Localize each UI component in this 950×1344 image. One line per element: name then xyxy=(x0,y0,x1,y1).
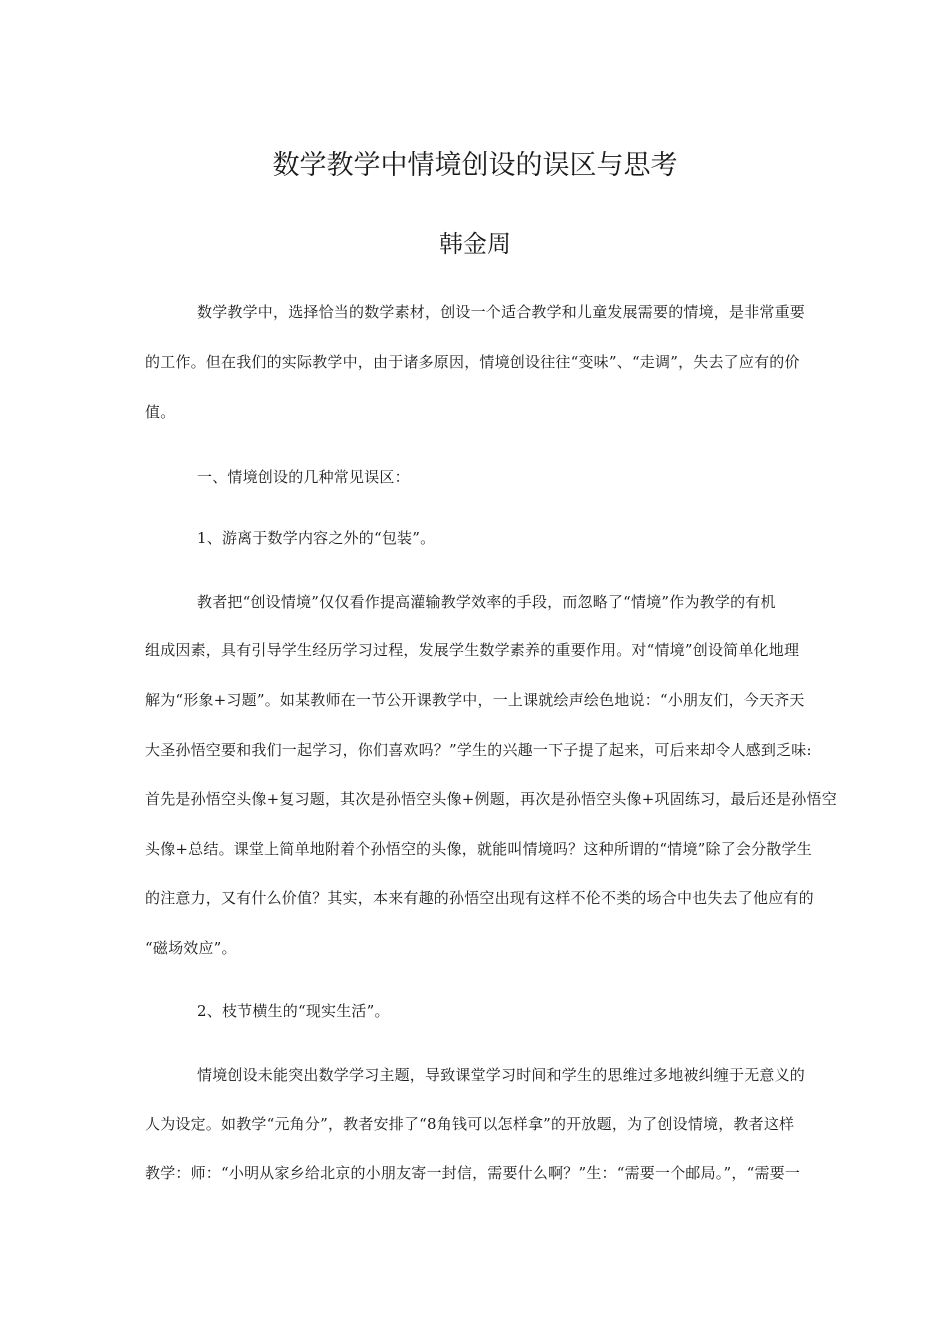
document-author: 韩金周 xyxy=(439,230,511,258)
paragraph-line: 解为“形象+习题”。如某教师在一节公开课教学中，一上课就绘声绘色地说：“小朋友们，今天齐天 xyxy=(145,691,805,709)
document-title: 数学教学中情境创设的误区与思考 xyxy=(272,150,678,181)
paragraph-line: 教学：师：“小明从家乡给北京的小朋友寄一封信，需要什么啊？”生：“需要一个邮局。”，“需要一 xyxy=(145,1164,801,1182)
paragraph-line: 首先是孙悟空头像+复习题，其次是孙悟空头像+例题，再次是孙悟空头像+巩固练习，最后还是孙悟空 xyxy=(145,790,837,808)
paragraph-line: 数学教学中，选择恰当的数学素材，创设一个适合教学和儿童发展需要的情境，是非常重要 xyxy=(197,303,806,321)
paragraph-line: 大圣孙悟空要和我们一起学习，你们喜欢吗？”学生的兴趣一下子提了起来，可后来却令人感到乏味: xyxy=(145,741,812,759)
paragraph-line: 教者把“创设情境”仅仅看作提高灌输教学效率的手段，而忽略了“情境”作为教学的有机 xyxy=(197,593,776,611)
paragraph-line: 值。 xyxy=(145,403,176,421)
paragraph-line: 的注意力，又有什么价值？其实，本来有趣的孙悟空出现有这样不伦不类的场合中也失去了他应有的 xyxy=(145,889,814,907)
paragraph-line: “磁场效应”。 xyxy=(145,939,237,957)
paragraph-line: 组成因素，具有引导学生经历学习过程，发展学生数学素养的重要作用。对“情境”创设简单化地理 xyxy=(145,641,800,659)
paragraph-line: 人为设定。如教学“元角分”，教者安排了“8角钱可以怎样拿”的开放题，为了创设情境，教者这样 xyxy=(145,1115,795,1133)
subsection-heading: 1、游离于数学内容之外的“包装”。 xyxy=(197,529,436,547)
paragraph-line: 情境创设未能突出数学学习主题，导致课堂学习时间和学生的思维过多地被纠缠于无意义的 xyxy=(197,1066,806,1084)
subsection-heading: 2、枝节横生的“现实生活”。 xyxy=(197,1002,390,1020)
paragraph-line: 的工作。但在我们的实际教学中，由于诸多原因，情境创设往往“变味”、“走调”，失去了应有的价 xyxy=(145,353,800,371)
paragraph-line: 头像+总结。课堂上简单地附着个孙悟空的头像，就能叫情境吗？这种所谓的“情境”除了会分散学生 xyxy=(145,840,812,858)
section-heading: 一、情境创设的几种常见误区： xyxy=(197,468,410,486)
